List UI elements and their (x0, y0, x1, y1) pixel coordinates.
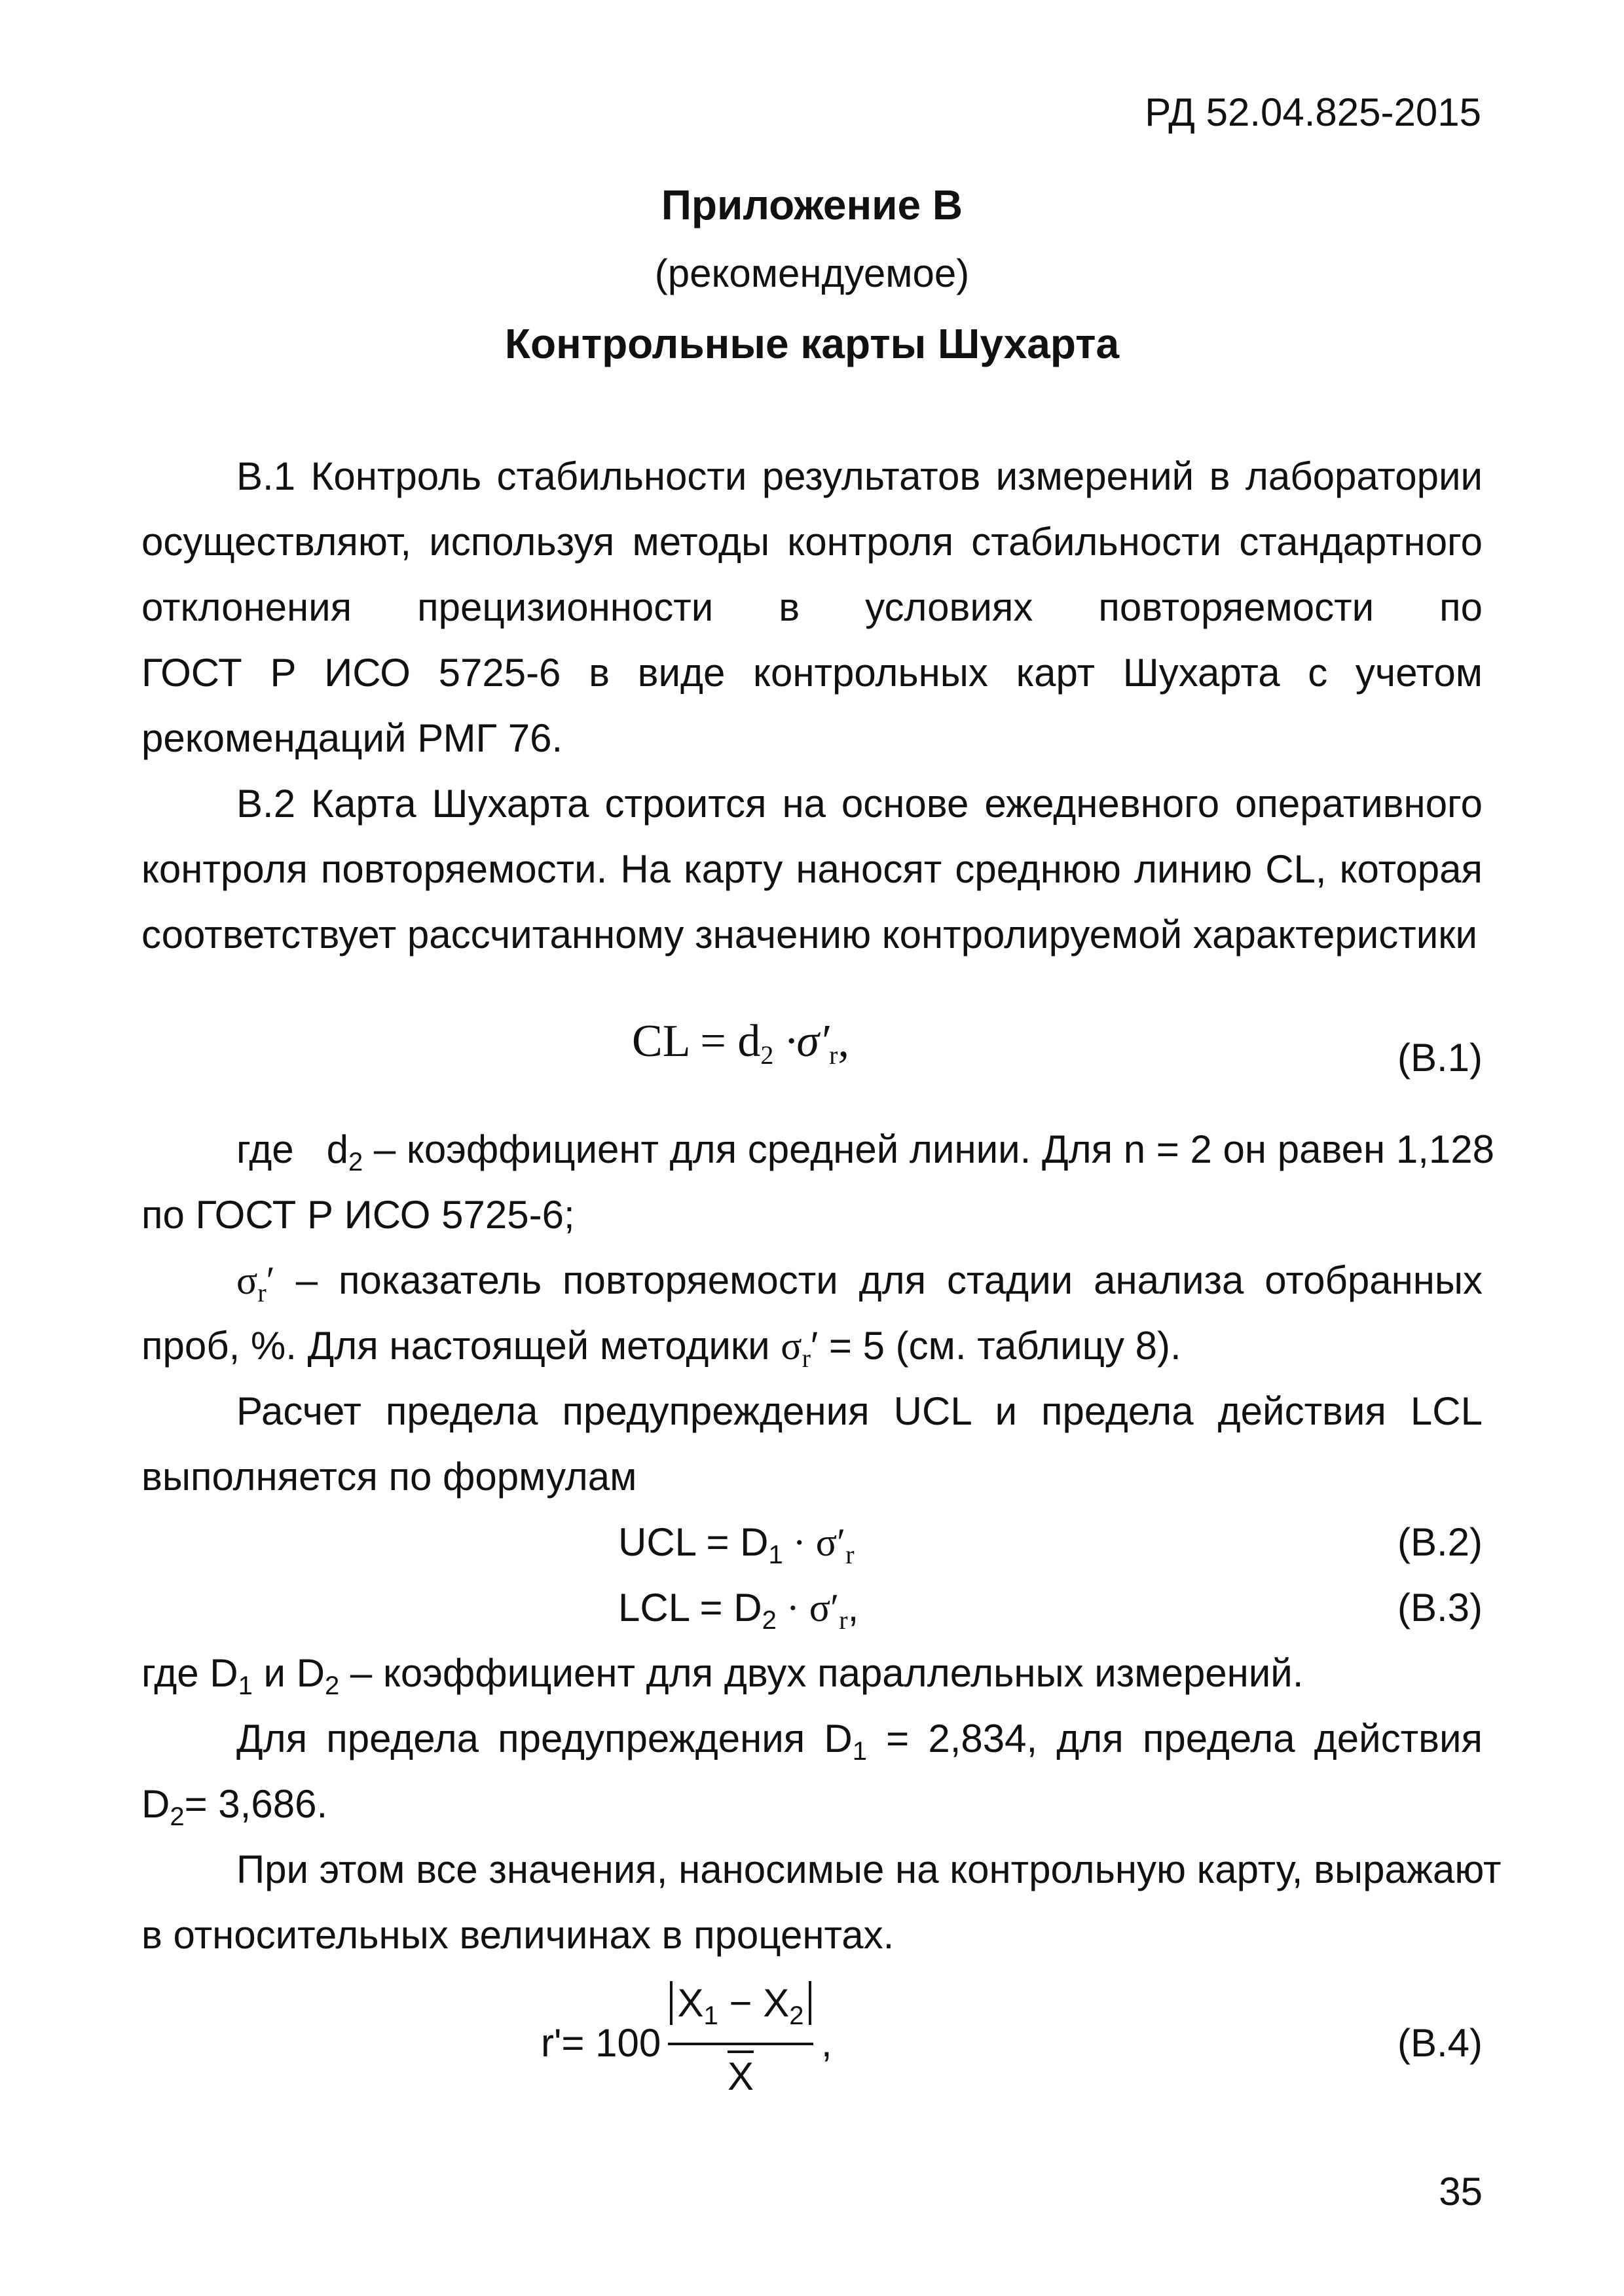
equation-number-b4: (В.4) (1397, 2021, 1483, 2065)
p1-line-1: В.1 Контроль стабильности результатов измерений в лаборатории (236, 454, 1483, 498)
p1-line-4: ГОСТ Р ИСО 5725-6 в виде контрольных карт Шухарта с учетом (141, 651, 1483, 695)
p2-line-2: контроля повторяемости. На карту наносят среднюю линию CL, которая (141, 847, 1483, 891)
p3-line-1: Расчет предела предупреждения UCL и предела действия LCL (236, 1389, 1483, 1433)
p4-line-2: $D_2= 3,686$. (141, 1782, 328, 1831)
equation-number-b3: (В.3) (1397, 1586, 1483, 1630)
p1-line-2: осуществляют, используя методы контроля стабильности стандартного (141, 520, 1483, 564)
equation-b1: CL = $d_2 \cdot\sigma'_r$, (632, 1016, 849, 1070)
appendix-title: Приложение В (661, 181, 963, 228)
appendix-status: (рекомендуемое) (654, 251, 970, 295)
p2-line-3: соответствует рассчитанному значению контролируемой характеристики (141, 913, 1477, 957)
equation-number-b1: (В.1) (1397, 1036, 1483, 1080)
fraction-bar (668, 2043, 813, 2045)
fraction-numerator: $X_1 - X_2$ (668, 1984, 813, 2023)
p3-line-2: выполняется по формулам (141, 1455, 637, 1499)
p5-line-2: в относительных величинах в процентах. (141, 1913, 895, 1957)
equation-b4-tail: , (821, 2021, 832, 2065)
equation-b2: UCL = $D_1 \cdot \sigma'_r$ (618, 1520, 855, 1569)
p2-line-1: В.2 Карта Шухарта строится на основе ежедневного оперативного (236, 782, 1483, 826)
definition-d2: где $d_2$ – коэффициент для средней линии. Для n = 2 он равен 1,128 (236, 1127, 1494, 1176)
page-number: 35 (1439, 2170, 1483, 2214)
definition-sigma: $\sigma_r'$ – показатель повторяемости для стадии анализа отобранных (236, 1258, 1483, 1307)
fraction-denominator: X (668, 2057, 813, 2096)
p1-line-3: отклонения прецизионности в условиях повторяемости по (141, 585, 1483, 629)
definition-d2-line-2: по ГОСТ Р ИСО 5725-6; (141, 1193, 575, 1237)
definition-d1-d2: где $D_1$ и $D_2$ – коэффициент для двух параллельных измерений. (141, 1651, 1304, 1700)
p5-line-1: При этом все значения, наносимые на контрольную карту, выражают (236, 1848, 1502, 1891)
equation-b4-lhs: r'= 100 (541, 2021, 661, 2065)
appendix-heading: Контрольные карты Шухарта (504, 320, 1120, 367)
equation-b4-fraction (668, 1981, 813, 2108)
p1-line-5: рекомендаций РМГ 76. (141, 716, 563, 760)
p4-line-1: Для предела предупреждения $D_1 = 2,834$, для предела действия (236, 1717, 1483, 1766)
definition-sigma-line-2: проб, %. Для настоящей методики $\sigma_r' = 5$ (см. таблицу 8). (141, 1324, 1181, 1373)
equation-b3: LCL = $D_2 \cdot \sigma'_r$, (618, 1586, 859, 1635)
document-code: РД 52.04.825-2015 (1145, 90, 1481, 134)
equation-number-b2: (В.2) (1397, 1520, 1483, 1564)
